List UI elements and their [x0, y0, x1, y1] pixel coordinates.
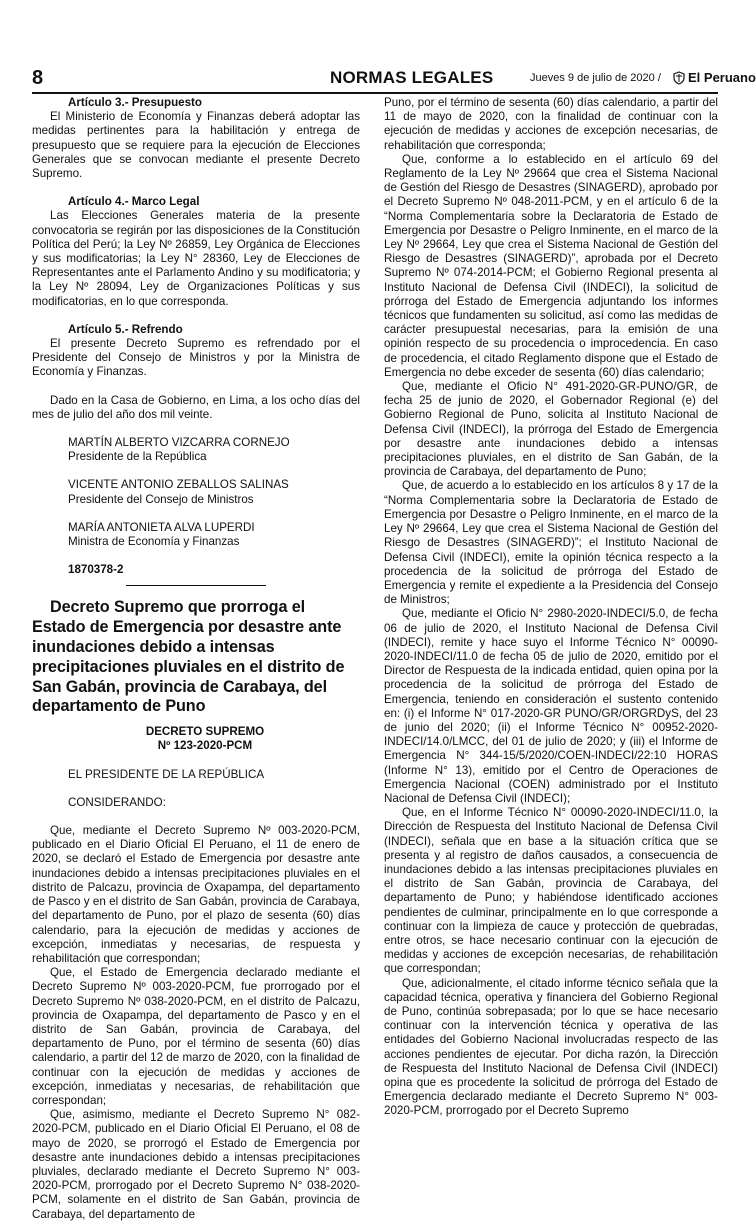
right-column — [384, 96, 718, 1119]
paragraph: Que, de acuerdo a lo establecido en los artículos 8 y 17 de la “Norma Complementaria sobre la Declaratoria de Estado de Emergencia por Desastre o Peligro Inminente, en el marco de la Ley Nº 29664, Ley que crea el Sistema Nacional de Gestión del Riesgo de Desastres (SINAGERD)”; el Instituto Nacional de Defensa Civil (INDECI), emite la opinión técnica respecto a la procedencia de la solicitud de prórroga del Estado de Emergencia y remite el expediente a la Presidencia del Consejo de Ministros; — [384, 479, 718, 607]
paragraph: Que, asimismo, mediante el Decreto Supremo N° 082-2020-PCM, publicado en el Diario Oficial El Peruano, el 08 de mayo de 2020, se prorrogó el Estado de Emergencia por desastre ante inundaciones debido a intensas precipitaciones pluviales, declarado mediante el Decreto Supremo N° 003-2020-PCM, prorrogado por el Decreto Supremo N° 038-2020-PCM, solamente en el distrito de San Gabán, provincia de Carabaya, del departamento de — [32, 1108, 360, 1221]
document-code: 1870378-2 — [68, 563, 124, 577]
decree-label: DECRETO SUPREMO — [145, 725, 265, 739]
signature-role: Presidente del Consejo de Ministros — [68, 492, 254, 506]
logo-text: El Peruano — [688, 70, 756, 85]
paragraph: Que, adicionalmente, el citado informe técnico señala que la capacidad técnica, operativa y financiera del Gobierno Regional de Puno, continúa sobrepasada; por lo que se hace necesario continuar con la intervención técnica y operativa de las entidades del Gobierno Nacional involucradas respecto de las acciones pendientes de ejecutar. Por dicha razón, la Dirección de Respuesta del Instituto Nacional de Defensa Civil (INDECI) opina que es procedente la solicitud de prórroga del Estado de Emergencia declarado mediante el Decreto Supremo N° 003-2020-PCM, prorrogado por el Decreto Supremo — [384, 976, 718, 1118]
publication-title: NORMAS LEGALES — [330, 68, 494, 87]
paragraph: Que, mediante el Decreto Supremo Nº 003-2020-PCM, publicado en el Diario Oficial El Peruano, el 11 de enero de 2020, se declaró el Estado de Emergencia por desastre ante inundaciones debido a intensas precipitaciones pluviales en el distrito de Palcazu, provincia de Oxapampa, del departamento de Pasco y en el distrito de San Gabán, provincia de Carabaya, del departamento de Puno, por el plazo de sesenta (60) días calendario, para la ejecución de medidas y acciones de excepción, inmediatas y necesarias, de respuesta y rehabilitación que correspondan; — [32, 824, 360, 965]
signature-role: Ministra de Economía y Finanzas — [68, 535, 240, 549]
decree-number: Nº 123-2020-PCM — [157, 739, 253, 753]
page-header — [32, 64, 756, 92]
page-number: 8 — [32, 67, 44, 89]
signature-name: VICENTE ANTONIO ZEBALLOS SALINAS — [68, 478, 289, 492]
article-5-text: El presente Decreto Supremo es refrendado por el Presidente del Consejo de Ministros y por la Ministra de Economía y Finanzas. — [32, 337, 360, 379]
coat-of-arms-icon — [672, 71, 686, 85]
signature-name: MARÍA ANTONIETA ALVA LUPERDI — [68, 520, 255, 534]
article-4-title: Artículo 4.- Marco Legal — [68, 195, 200, 209]
given-at: Dado en la Casa de Gobierno, en Lima, a los ocho días del mes de julio del año dos mil veinte. — [32, 393, 360, 421]
paragraph: Puno, por el término de sesenta (60) días calendario, a partir del 11 de mayo de 2020, con la finalidad de continuar con la ejecución de medidas y acciones de excepción necesarias, de rehabilitación que corresponda; — [384, 96, 718, 152]
header-rule — [32, 92, 718, 94]
paragraph: Que, en el Informe Técnico N° 00090-2020-INDECI/11.0, la Dirección de Respuesta del Instituto Nacional de Defensa Civil (INDECI), señala que en base a la situación crítica que se presenta y al registro de daños causados, a consecuencia de inundaciones debido a las intensas precipitaciones pluviales en el distrito de San Gabán, provincia de Carabaya, del departamento de Puno; y habiéndose identificado acciones pendientes de culminar, principalmente en lo que corresponde a continuar con la limpieza de cauce y protección de quebradas, entre otros, se hace necesario continuar con la ejecución de medidas y acciones de excepción necesarias, de rehabilitación que correspondan; — [384, 806, 718, 976]
paragraph: Que, el Estado de Emergencia declarado mediante el Decreto Supremo Nº 003-2020-PCM, fue prorrogado por el Decreto Supremo Nº 038-2020-PCM, en el distrito de Palcazu, provincia de Oxapampa, del departamento de Pasco y en el distrito de San Gabán, provincia de Carabaya, del departamento de Puno, por el término de sesenta (60) días calendario, a partir del 12 de marzo de 2020, con la finalidad de continuar con la ejecución de medidas y acciones de excepción, inmediatas y necesarias, de rehabilitación que correspondan; — [32, 966, 360, 1107]
article-5-title: Artículo 5.- Refrendo — [68, 322, 183, 336]
signature-name: MARTÍN ALBERTO VIZCARRA CORNEJO — [68, 436, 290, 450]
paragraph: Que, mediante el Oficio N° 2980-2020-INDECI/5.0, de fecha 06 de julio de 2020, el Instituto Nacional de Defensa Civil (INDECI), remite y hace suyo el Informe Técnico N° 00090-2020-INDECI/11.0 de fecha 05 de julio de 2020, emitido por el Director de Respuesta de la indicada entidad, quien opina por la procedencia de la solicitud de prórroga del Estado de Emergencia, teniendo en consideración el sustento contenido en: (i) el Informe N° 017-2020-GR PUNO/GR/ORGRDyS, del 23 de junio del 2020; (ii) el Informe Técnico N° 00952-2020-INDECI/14.0/LMCC, del 01 de julio de 2020; y (iii) el Informe de Emergencia N° 344-15/5/2020/COEN-INDECI/22:10 HORAS (Informe N° 13), emitido por el Centro de Operaciones de Emergencia Nacional (COEN) administrado por el Instituto Nacional de Defensa Civil (INDECI); — [384, 607, 718, 805]
article-3-text: El Ministerio de Economía y Finanzas deberá adoptar las medidas pertinentes para la habilitación y entrega de presupuesto que se requiere para la ejecución de Elecciones Generales que se convocan mediante el presente Decreto Supremo. — [32, 110, 360, 181]
decree-title: Decreto Supremo que prorroga el Estado de Emergencia por desastre ante inundaciones debido a intensas precipitaciones pluviales en el distrito de San Gabán, provincia de Carabaya, del departamento de Puno — [32, 598, 345, 716]
article-4-text: Las Elecciones Generales materia de la presente convocatoria se regirán por las disposiciones de la Constitución Política del Perú; la Ley Nº 26859, Ley Orgánica de Elecciones y sus modificatorias; la Ley N° 28360, Ley de Elecciones de Representantes ante el Parlamento Andino y su modificatoria; y la Ley Nº 28094, Ley de Organizaciones Políticas y sus modificatorias, en lo que corresponda. — [32, 209, 360, 308]
newspaper-logo — [672, 64, 756, 92]
separator-rule — [126, 585, 266, 586]
left-column — [32, 96, 360, 1222]
considering-heading: CONSIDERANDO: — [68, 795, 166, 809]
header-date: Jueves 9 de julio de 2020 / — [530, 72, 661, 84]
paragraph: Que, conforme a lo establecido en el artículo 69 del Reglamento de la Ley Nº 29664 que crea el Sistema Nacional de Gestión del Riesgo de Desastres (SINAGERD), aprobado por el Decreto Supremo Nº 048-2011-PCM, y en el artículo 6 de la “Norma Complementaria sobre la Declaratoria de Estado de Emergencia por Desastre o Peligro Inminente, en el marco de la Ley Nº 29664, Ley que crea el Sistema Nacional de Gestión del Riesgo de Desastres (SINAGERD)”, aprobada por el Decreto Supremo Nº 074-2014-PCM; el Gobierno Regional presenta al Instituto Nacional de Defensa Civil (INDECI), la solicitud de prórroga del Estado de Emergencia adjuntando los informes técnicos que fundamenten su solicitud, así como las medidas de carácter presupuestal necesarias, para la emisión de una opinión respecto de su procedencia o improcedencia. En caso de procedencia, el citado Reglamento dispone que el Estado de Emergencia no debe exceder de sesenta (60) días calendario; — [384, 152, 718, 379]
paragraph: Que, mediante el Oficio N° 491-2020-GR-PUNO/GR, de fecha 25 de junio de 2020, el Gobernador Regional (e) del Gobierno Regional de Puno, solicita al Instituto Nacional de Defensa Civil (INDECI), la prórroga del Estado de Emergencia por desastre ante inundaciones debido a intensas precipitaciones pluviales, en el distrito de San Gabán, de la provincia de Carabaya, del departamento de Puno; — [384, 380, 718, 479]
article-3-title: Artículo 3.- Presupuesto — [68, 96, 202, 109]
president-heading: EL PRESIDENTE DE LA REPÚBLICA — [68, 767, 265, 781]
signature-role: Presidente de la República — [68, 450, 207, 464]
